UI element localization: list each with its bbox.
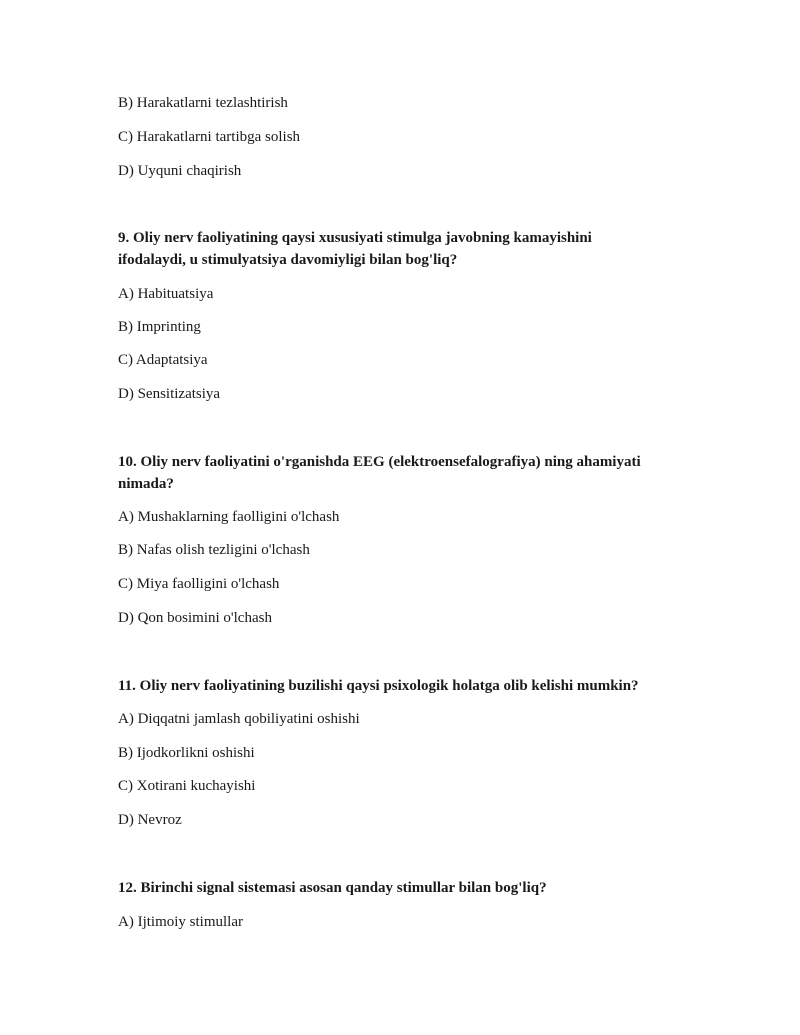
option-12-a: A) Ijtimoiy stimullar: [118, 914, 243, 930]
question-10-title-line-2: nimada?: [118, 476, 174, 492]
option-9-b: B) Imprinting: [118, 319, 201, 335]
option-8-c: C) Harakatlarni tartibga solish: [118, 129, 301, 145]
option-11-a: A) Diqqatni jamlash qobiliyatini oshishi: [118, 711, 360, 727]
question-12-title-line-1: 12. Birinchi signal sistemasi asosan qanday stimullar bilan bog'liq?: [118, 880, 547, 896]
question-11-title-line-1: 11. Oliy nerv faoliyatining buzilishi qaysi psixologik holatga olib kelishi mumkin?: [118, 678, 639, 694]
question-10-title-line-1: 10. Oliy nerv faoliyatini o'rganishda EEG (elektroensefalografiya) ning ahamiyati: [118, 454, 641, 470]
option-8-b: B) Harakatlarni tezlashtirish: [118, 95, 288, 111]
option-10-b: B) Nafas olish tezligini o'lchash: [118, 542, 310, 558]
option-11-d: D) Nevroz: [118, 812, 182, 828]
option-8-d: D) Uyquni chaqirish: [118, 163, 242, 179]
option-9-c: C) Adaptatsiya: [118, 352, 208, 368]
question-9-title-line-1: 9. Oliy nerv faoliyatining qaysi xususiyati stimulga javobning kamayishini: [118, 230, 592, 246]
question-9-title-line-2: ifodalaydi, u stimulyatsiya davomiyligi bilan bog'liq?: [118, 252, 458, 268]
option-10-d: D) Qon bosimini o'lchash: [118, 610, 272, 626]
option-11-b: B) Ijodkorlikni oshishi: [118, 745, 255, 761]
option-9-a: A) Habituatsiya: [118, 286, 214, 302]
option-9-d: D) Sensitizatsiya: [118, 386, 221, 402]
option-11-c: C) Xotirani kuchayishi: [118, 778, 256, 794]
option-10-a: A) Mushaklarning faolligini o'lchash: [118, 509, 340, 525]
option-10-c: C) Miya faolligini o'lchash: [118, 576, 280, 592]
